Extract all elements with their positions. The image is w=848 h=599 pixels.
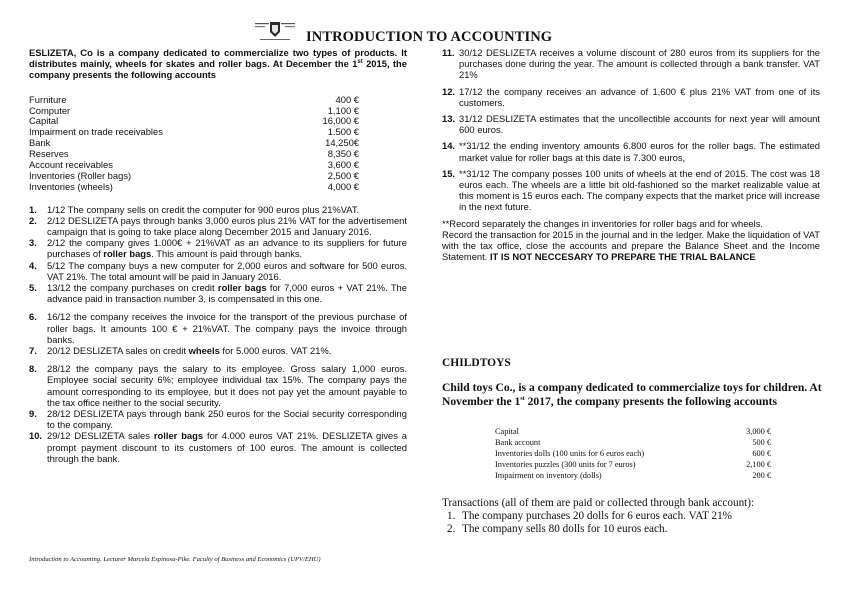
childtoys-intro-sup: st bbox=[520, 396, 525, 403]
item-number: 2. bbox=[29, 214, 37, 226]
account-value: 1.500 € bbox=[327, 126, 359, 138]
item-text: 20/12 DESLIZETA sales on credit bbox=[47, 345, 189, 357]
account-row bbox=[495, 449, 771, 460]
item-number: 12. bbox=[442, 85, 456, 97]
item-text: 31/12 DESLIZETA estimates that the uncollectible accounts for next year will amount 600 euros. bbox=[459, 113, 820, 136]
account-value: 4,000 € bbox=[327, 180, 359, 192]
account-name: Computer bbox=[29, 104, 71, 116]
item-text: 28/12 the company pays the salary to its employee. Gross salary 1,000 euros. Employee social security 6%; employee individual tax 15%. The company pays the amount corresponding to its employee, but it does not pay yet the amount payable to the tax office neither to the social security. bbox=[47, 363, 407, 408]
item-text: 1/12 The company sells on credit the computer for 900 euros plus 21%VAT. bbox=[47, 203, 360, 215]
account-name: Inventories (Roller bags) bbox=[29, 169, 132, 181]
list-item bbox=[442, 523, 822, 536]
account-value: 200 € bbox=[752, 470, 771, 480]
instructions-text: Record the transaction for 2015 in the journal and in the ledger. Make the liquidation of VAT with the tax office, close the accounts and prepare the Balance Sheet and the Income Statement. bbox=[442, 228, 821, 263]
list-item bbox=[442, 510, 822, 523]
account-value: 500 € bbox=[752, 437, 771, 447]
intro-text-b: 2015, the company presents the following accounts bbox=[29, 58, 407, 81]
item-text: 28/12 DESLIZETA pays through bank 250 euros for the Social security corresponding to the company. bbox=[47, 408, 407, 431]
account-row bbox=[29, 137, 359, 148]
account-name: Impairment on trade receivables bbox=[29, 126, 163, 138]
item-bold-text: roller bags bbox=[153, 430, 204, 442]
eslizeta-intro bbox=[29, 47, 407, 81]
account-value: 8,350 € bbox=[327, 148, 359, 160]
list-item bbox=[442, 86, 820, 108]
item-text: 13/12 the company purchases on credit bbox=[47, 282, 218, 294]
account-name: Account receivables bbox=[29, 158, 113, 170]
account-row bbox=[29, 94, 359, 105]
account-value: 3,000 € bbox=[746, 427, 771, 436]
item-text: 2/12 the company gives 1.000€ + 21%VAT as an advance to its suppliers for future purchases of bbox=[47, 237, 407, 260]
item-text: for 4.000 euros VAT 21%. DESLIZETA gives a prompt payment discount to its customers of 100 euros. The amount is collected through the bank. bbox=[47, 430, 408, 464]
inventory-note: **Record separately the changes in inventories for roller bags and for wheels. bbox=[442, 217, 764, 229]
account-name: Capital bbox=[495, 427, 519, 436]
list-item bbox=[29, 237, 407, 259]
account-value: 2,500 € bbox=[327, 169, 359, 181]
item-number: 1. bbox=[29, 203, 37, 215]
eslizeta-accounts-table bbox=[29, 94, 359, 192]
list-item bbox=[29, 363, 407, 408]
list-item bbox=[442, 113, 820, 135]
childtoys-heading: CHILDTOYS bbox=[442, 357, 511, 369]
item-text: The company purchases 20 dolls for 6 euros each. VAT 21% bbox=[462, 509, 732, 522]
item-number: 13. bbox=[442, 113, 456, 125]
account-value: 600 € bbox=[752, 448, 771, 458]
record-instructions bbox=[442, 229, 820, 263]
university-logo bbox=[252, 20, 298, 42]
account-value: 400 € bbox=[335, 93, 359, 105]
account-row bbox=[29, 148, 359, 159]
item-number: 14. bbox=[442, 140, 456, 152]
childtoys-transactions bbox=[442, 497, 822, 535]
transactions-intro: Transactions (all of them are paid or collected through bank account): bbox=[442, 497, 755, 509]
item-number: 1. bbox=[447, 509, 456, 522]
account-row bbox=[29, 126, 359, 137]
item-text: **31/12 The company posses 100 units of wheels at the end of 2015. The cost was 18 euros each. The wheels are a little bit old-fashioned so the market realizable value at this moment is 15 euros each. The company expects that the market price will increase in the next future. bbox=[459, 167, 820, 213]
account-row bbox=[495, 471, 771, 482]
account-row bbox=[495, 427, 771, 438]
account-row bbox=[495, 438, 771, 449]
list-item bbox=[29, 430, 407, 464]
item-number: 15. bbox=[442, 167, 456, 179]
item-number: 8. bbox=[29, 363, 37, 375]
account-value: 1,100 € bbox=[327, 104, 359, 116]
childtoys-intro-a: Child toys Co., is a company dedicated to commercialize toys for children. At November the 1 bbox=[442, 381, 822, 408]
item-number: 9. bbox=[29, 408, 37, 420]
item-text: 29/12 DESLIZETA sales bbox=[47, 430, 154, 442]
account-name: Bank account bbox=[495, 437, 541, 447]
item-text: 2/12 DESLIZETA pays through banks 3,000 euros plus 21% VAT for the advertisement campaign that is going to take place along December 2015 and January 2016. bbox=[47, 214, 407, 238]
intro-sup: st bbox=[357, 59, 363, 66]
list-item bbox=[29, 282, 407, 304]
item-number: 6. bbox=[29, 311, 37, 323]
account-name: Reserves bbox=[29, 148, 69, 160]
item-bold-text: wheels bbox=[188, 345, 220, 357]
item-number: 10. bbox=[29, 430, 43, 442]
account-name: Furniture bbox=[29, 93, 67, 105]
item-bold-text: roller bags bbox=[103, 248, 152, 260]
instructions-bold-text: IT IS NOT NECCESARY TO PREPARE THE TRIAL BALANCE bbox=[489, 251, 756, 263]
right-column bbox=[442, 47, 820, 262]
transactions-list-right bbox=[442, 47, 820, 213]
account-name: Inventories (wheels) bbox=[29, 180, 113, 192]
item-text: The company sells 80 dolls for 10 euros each. bbox=[462, 522, 668, 535]
item-number: 2. bbox=[447, 522, 456, 535]
item-number: 4. bbox=[29, 259, 37, 271]
list-item bbox=[29, 260, 407, 282]
item-text: 30/12 DESLIZETA receives a volume discount of 280 euros from its suppliers for the purchases done during the year. The amount is collected through a bank transfer. VAT 21% bbox=[459, 47, 820, 81]
left-column bbox=[29, 47, 407, 464]
item-text: . This amount is paid through banks. bbox=[151, 248, 303, 260]
list-item bbox=[442, 47, 820, 81]
account-name: Bank bbox=[29, 137, 51, 149]
account-row bbox=[495, 460, 771, 471]
account-row bbox=[29, 115, 359, 126]
account-row bbox=[29, 105, 359, 116]
page-title: INTRODUCTION TO ACCOUNTING bbox=[306, 29, 553, 45]
account-name: Impairment on inventory (dolls) bbox=[495, 470, 602, 480]
item-number: 11. bbox=[442, 47, 455, 58]
item-number: 7. bbox=[29, 345, 37, 357]
account-row bbox=[29, 159, 359, 170]
account-value: 2,100 € bbox=[746, 459, 771, 469]
childtoys-intro-b: 2017, the company presents the following accounts bbox=[524, 395, 777, 408]
account-name: Inventories dolls (100 units for 6 euros each) bbox=[495, 448, 645, 458]
account-row bbox=[29, 181, 359, 192]
list-item bbox=[29, 311, 407, 345]
childtoys-accounts-table bbox=[495, 427, 771, 481]
list-item bbox=[29, 408, 407, 430]
list-item bbox=[442, 140, 820, 162]
item-bold-text: roller bags bbox=[217, 282, 267, 294]
transactions-list-left bbox=[29, 204, 407, 464]
childtoys-intro bbox=[442, 381, 822, 409]
account-row bbox=[29, 170, 359, 181]
item-text: for 5.000 euros. VAT 21%. bbox=[219, 345, 332, 357]
item-text: 16/12 the company receives the invoice for the transport of the previous purchase of roller bags. It amounts 100 € + 21%VAT. The company pays the invoice through banks. bbox=[47, 311, 407, 345]
list-item bbox=[29, 215, 407, 237]
account-value: 14,250€ bbox=[325, 137, 359, 149]
list-item bbox=[29, 345, 407, 356]
account-value: 3,600 € bbox=[327, 158, 359, 170]
list-item bbox=[29, 204, 407, 215]
account-value: 16,000 € bbox=[322, 115, 359, 127]
page-footer: Introduction to Accounting. Lecturer Marcela Espinosa-Pike. Faculty of Business and Economics (UPV/EHU) bbox=[29, 556, 321, 563]
childtoys-transactions-list bbox=[442, 510, 822, 536]
list-item bbox=[442, 168, 820, 213]
item-text: for 7,000 euros + VAT 21%. The advance paid in transaction number 3, is compensated in this one. bbox=[47, 282, 407, 305]
item-text: **31/12 the ending inventory amounts 6.800 euros for the roller bags. The estimated market value for roller bags at this date is 7.300 euros, bbox=[459, 140, 820, 163]
account-name: Inventories puzzles (300 units for 7 euros) bbox=[495, 459, 636, 469]
item-text: 5/12 The company buys a new computer for 2,000 euros and software for 500 euros. VAT 21%. The total amount will be paid in January 2016. bbox=[47, 259, 407, 282]
item-text: 17/12 the company receives an advance of 1,600 € plus 21% VAT from one of its customers. bbox=[459, 85, 820, 108]
item-number: 3. bbox=[29, 237, 37, 249]
intro-text-a: ESLIZETA, Co is a company dedicated to commercialize two types of products. It distributes mainly, wheels for skates and roller bags. At December the 1 bbox=[29, 47, 407, 70]
item-number: 5. bbox=[29, 282, 37, 294]
account-name: Capital bbox=[29, 115, 59, 127]
